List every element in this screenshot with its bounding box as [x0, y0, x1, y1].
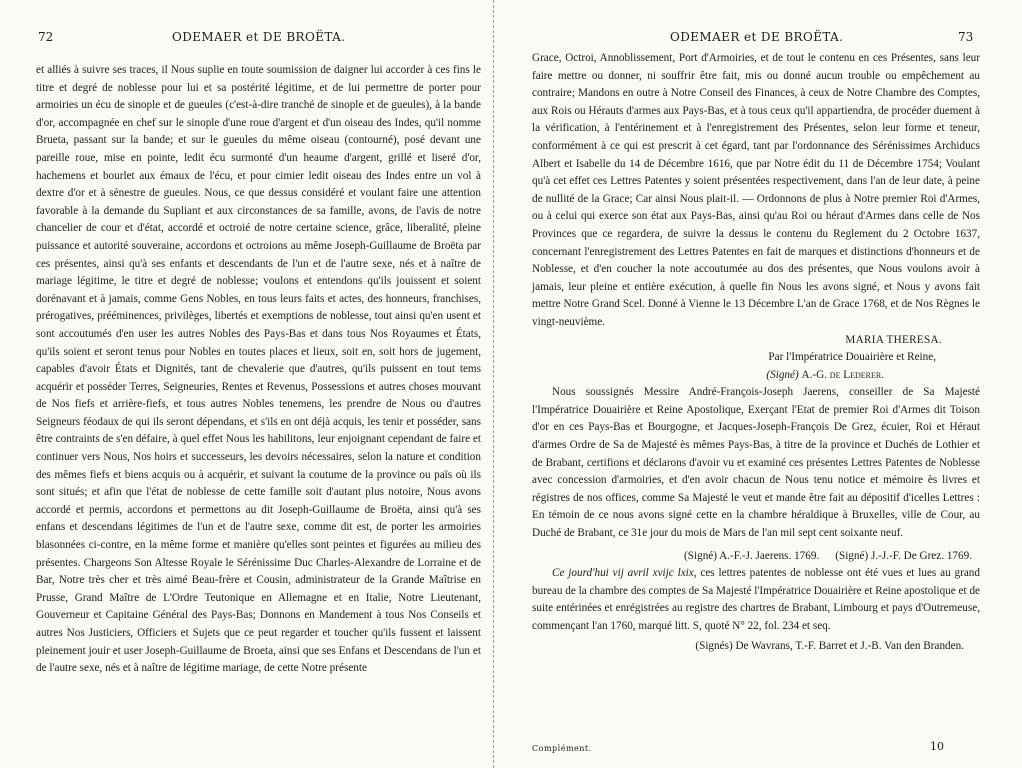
- right-page-body: [532, 50, 980, 655]
- page-gutter: [493, 0, 500, 768]
- left-page: [0, 0, 505, 768]
- signer-name: MARIA THERESA.: [845, 333, 942, 346]
- signature-de-grez: (Signé) J.-J.-F. De Grez. 1769.: [835, 549, 972, 562]
- left-page-header: ODEMAER et DE BROËTA.: [172, 30, 346, 44]
- footer-label: Complément.: [532, 744, 592, 753]
- signature-jaerens: (Signé) A.-F.-J. Jaerens. 1769.: [684, 549, 820, 562]
- right-page-header: ODEMAER et DE BROËTA.: [670, 30, 844, 44]
- signed-name: A.-G. de Lederer.: [801, 368, 884, 381]
- final-signature: (Signés) De Wavrans, T.-F. Barret et J.-B. Van den Branden.: [695, 639, 964, 652]
- right-page-number: 73: [958, 30, 974, 44]
- registration-text: ces lettres patentes de noblesse ont été vues et lues au grand bureau de la chambre des comptes de Sa Majesté l'Impératrice Douairière et Reine apostolique et de suite entérinées et enrégistrées au registre des chartres de Brabant, Limbourg et pays d'Outremeuse, commençant l'an 1760, marqué litt. S, quoté N° 22, fol. 234 et seq.: [532, 567, 980, 632]
- left-page-number: 72: [38, 30, 54, 44]
- registration-paragraph: [532, 565, 980, 635]
- left-page-body: [36, 62, 481, 678]
- herald-signatures: [532, 548, 980, 566]
- signed-tag: (Signé): [766, 368, 799, 381]
- registration-lead: Ce jourd'hui vij avril xvijc lxix,: [552, 567, 697, 580]
- letters-patent-text: Grace, Octroi, Annoblissement, Port d'Armoiries, et de tout le contenu en ces Présentes, sans leur faire mettre ou donner, ni souffrir être fait, mis ou donné aucun trouble ou empêchement au contraire; Mandons en outre à Notre Conseil des Finances, à ceux de Notre Chambre des Comptes, aux Rois ou Hérauts d'armes aux Pays-Bas, et à tous ceux qu'il appartiendra, de procéder duement à la vérification, à l'entérinement et à l'enregistrement des Présentes, selon leur forme et teneur, conformément à ce qui est prescrit à cet égard, tant par l'ordonnance des Sérénissimes Archiducs Albert et Isabelle du 14 de Décembre 1616, que par Notre édit du 11 de Décembre 1754; Voulant qu'à cet effet ces Lettres Patentes y soient présentées respectivement, dans l'an de leur date, à peine de nullité de la Grace; Car ainsi Nous plait-il. — Ordonnons de plus à Notre premier Roi d'Armes, ou à celui qui exerce son état aux Pays-Bas, ainsi qu'au Roi ou héraut d'Armes dans celle de Nos Provinces que ce regardera, de suivre la dessus le contenu du Reglement du 2 Octobre 1637, concernant l'enregistrement des Lettres Patentes en fait de marques et distinctions d'honneurs et de Noblesse, et d'en coucher la note accoutumée au dos des présentes, que Nous voulons avoir à jamais, leur pleine et entière exécution, à quelle fin Nous les avons signé, et Nous y avons fait mettre Notre Grand Scel. Donné à Vienne le 13 Décembre L'an de Grace 1768, et de Nos Règnes le vingt-neuvième.: [532, 52, 980, 328]
- signature-lederer: [532, 367, 980, 385]
- footer-sheet-number: 10: [930, 740, 944, 753]
- left-paragraph: et alliés à suivre ses traces, il Nous suplie en toute soumission de daigner lui accorder à ces fins le titre et degré de noblesse pour lui et sa postérité légitime, et de lui permettre de porter pour armoiries un écu de sinople et de gueules (c'est-à-dire tranché de sinople et de gueules), à la bande d'or, accompagnée en chef sur le sinople d'une roue d'argent et d'un oiseau des Indes, qu'il nomme Brueta, passant sur la bande; et sur le gueules du même oiseau (contourné), posé devant une pareille roue, mise en pointe, ledit écu surmonté d'un heaume d'argent, grillé et liseré d'or, hachemens et bourlet aux émaux de l'écu, et pour cimier ledit oiseau des Indes entre un vol à dextre d'or et à sénestre de gueules. Nous, ce que dessus considéré et voulant faire une attention favorable à la demande du Supliant et aux circonstances de sa famille, avons, de l'avis de notre chancelier de cour et d'état, accordé et octroié de notre certaine science, grâce, liberalité, pleine puissance et autorité souveraine, accordons et octroions au même Joseph-Guillaume de Broëta par ces présentes, ainsi qu'à ses enfants et descendants de l'un et de l'autre sexe, nés et à naître de mariage légitime, le titre et degré de noblesse; voulons et entendons qu'ils jouissent et soient dorénavant et à jamais, comme Gens Nobles, en tous leurs faits et actes, des honneurs, franchises, prérogatives, prééminences, privilèges, libertés et exemptions de noblesse, tout ainsi qu'en usent et sont accoutumés d'en user les autres Nobles des Pays-Bas et dans tous Nos Royaumes et États, qu'ils soient et seront tenus pour Nobles en toutes places et lieux, soit en, soit hors de jugement, capables d'avoir États et Dignités, tant de chevalerie que d'autres, qu'ils puissent en tout tems acquérir et posséder Terres, Seigneuries, Rentes et Revenus, Possessions et autres choses mouvant de Nos fiefs et arrière-fiefs, et tous autres Nobles tenemens, les prendre de Nous ou d'autres Seigneurs féodaux de qui ils seront dépendans, et s'ils en ont déjà acquis, les tenir et posséder, sans être contraints de s'en défaire, à quel effet Nous les habilitons, leur enjoignant cependant de faire et continuer vers Nous, Nos hoirs et successeurs, les devoirs nécessaires, selon la nature et condition des mêmes fiefs et biens acquis ou à acquérir, et suivant la coutume de la province ou païs où ils sont situés; et afin que l'état de noblesse de cette famille soit d'autant plus notoire, Nous avons accordé et permis, accordons et permettons au dit Joseph-Guillaume de Broëta, ainsi qu'à ses enfans et descendans légitimes de l'un et de l'autre sexe, comme dit est, de porter les armoiries blasonnées ci-contre, en la même forme et manière qu'elles sont peintes et figurées au milieu des présentes. Chargeons Son Altesse Royale le Sérénissime Duc Charles-Alexandre de Lorraine et de Bar, Notre très cher et très aimé Beau-frère et Cousin, administrateur de la Grande Maîtrise en Prusse, Grand Maître de L'Ordre Teutonique en Allemagne et en Italie, Notre Lieutenant, Gouverneur et Capitaine Général des Pays-Bas; Donnons en Mandement à tous Nos Conseils et autres Nos Justiciers, Officiers et Sujets que ce peut regarder et toucher qu'ils fussent et laissent pleinement jouir et user Joseph-Guillaume de Broeta, ainsi que ses Enfans et Descendans de l'un et de l'autre sexe, nés et à naître de légitime mariage, de cette Notre présente: [36, 64, 481, 675]
- signed-by-line: Par l'Impératrice Douairière et Reine,: [768, 351, 936, 364]
- certificate-paragraph: Nous soussignés Messire André-François-Joseph Jaerens, conseiller de Sa Majesté l'Impératrice Douairière et Reine Apostolique, Exerçant l'Etat de premier Roi d'Armes dit Toison d'or en ces Pays-Bas et Bourgogne, et Jacques-Joseph-François De Grez, écuier, Roi et Héraut d'armes Ordre de Sa de Majesté ès mêmes Pays-Bas, à titre de la province et Duchés de Lothier et de Brabant, certifions et déclarons d'avoir vu et examiné ces présentes Lettres Patentes de Noblesse avec concession d'armoiries, et d'en avoir chacun de Nous tenu notice et mémoire ès livres et régistres de nos offices, comme Sa Majesté le veut et mande être fait au dépositif d'icelles Lettres : En témoin de ce nous avons signé cette en la chambre héraldique à Bruxelles, ville de Cour, au Duché de Brabant, ce 31e jour du mois de Mars de l'an mil sept cent soixante neuf.: [532, 386, 980, 540]
- right-page: [510, 0, 1022, 768]
